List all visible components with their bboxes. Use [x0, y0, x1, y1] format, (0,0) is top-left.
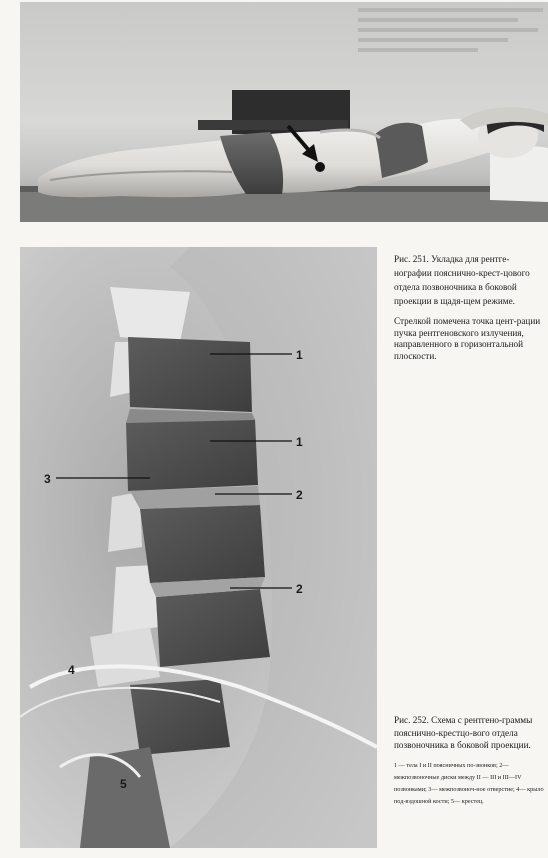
- vertebral-body-2: [126, 419, 258, 491]
- figure-251-caption: [394, 252, 544, 370]
- label-1-upper: 1: [296, 348, 303, 362]
- positioning-photo-drawing: [20, 2, 548, 222]
- spine-xray-drawing: [20, 247, 377, 848]
- label-1-lower: 1: [296, 435, 303, 449]
- figure-251-title: Рис. 251. Укладка для рентге-нографии пояснично-крест-цового отдела позвоночника в боковой проекции в щадя-щем режиме.: [394, 254, 530, 306]
- vertebral-body-1: [128, 337, 252, 412]
- vertebral-body-4: [156, 589, 270, 667]
- vertebral-body-5: [130, 679, 230, 755]
- vertebral-body-3: [140, 505, 265, 583]
- label-2-upper: 2: [296, 488, 303, 502]
- figure-252-title: Рис. 252. Схема с рентгено-граммы пояснично-крестцо-вого отдела позвоночника в боковой проекции.: [394, 715, 533, 750]
- label-3: 3: [44, 472, 51, 486]
- background-text: [358, 8, 543, 52]
- positioning-photo: [20, 2, 548, 222]
- spinous-process-upper: [110, 287, 190, 342]
- label-2-lower: 2: [296, 582, 303, 596]
- label-4: 4: [68, 663, 75, 677]
- centering-point: [315, 162, 325, 172]
- label-5: 5: [120, 777, 127, 791]
- spine-xray: [20, 247, 377, 848]
- figure-252-legend: 1 — тела I и II поясничных по-звонков; 2— межпозвоночные диски между II — III и III—IV позвонками; 3— межпозвоноч-ное отверстие; 4— крыло под-вздошной кости; 5— крестец.: [394, 761, 544, 805]
- figure-251-description: Стрелкой помечена точка цент-рации пучка рентгеновского излучения, направленного в горизонтальной плоскости.: [394, 316, 541, 361]
- figure-252-caption: [394, 714, 544, 816]
